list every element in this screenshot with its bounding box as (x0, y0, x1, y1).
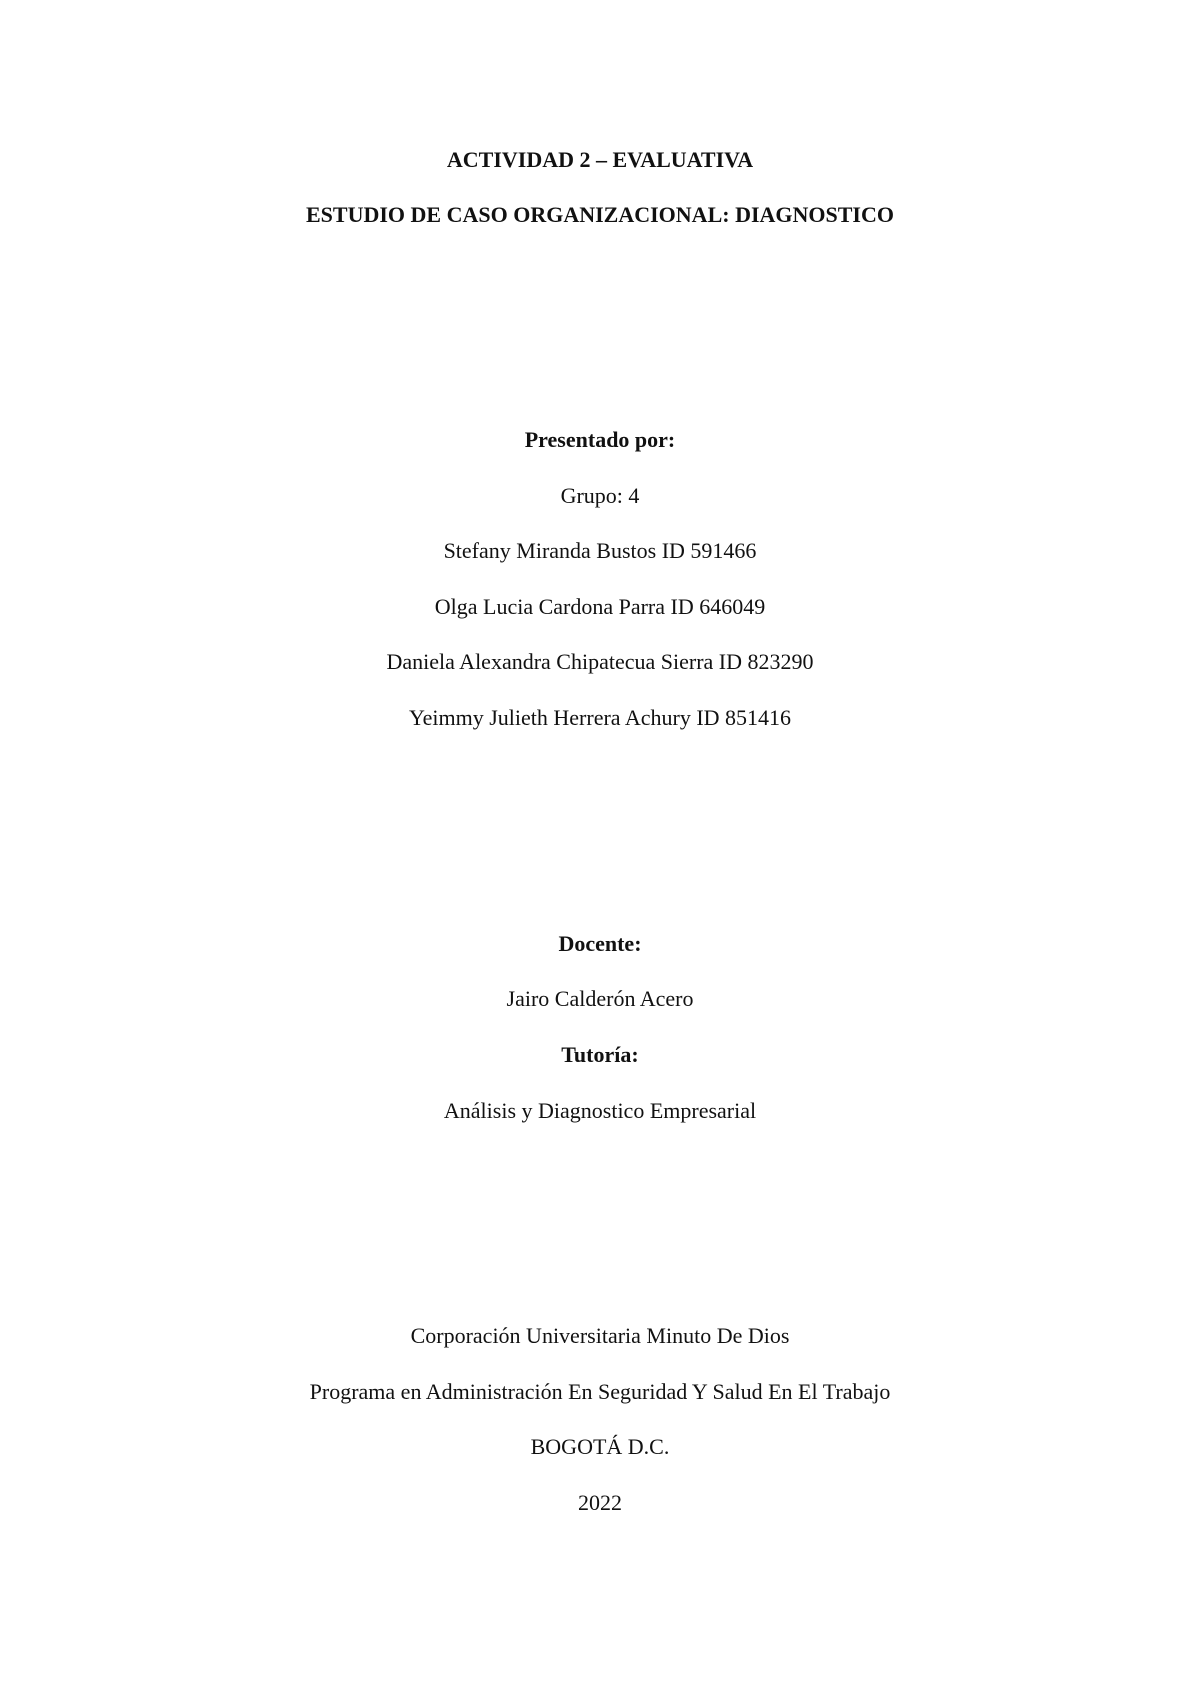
tutoring-name: Análisis y Diagnostico Empresarial (443, 1098, 757, 1123)
institution-name: Corporación Universitaria Minuto De Dios (410, 1323, 790, 1348)
author-name: Daniela Alexandra Chipatecua Sierra ID 823290 (386, 649, 814, 674)
group-number: Grupo: 4 (560, 483, 640, 508)
city-name: BOGOTÁ D.C. (530, 1434, 670, 1459)
document-title: ESTUDIO DE CASO ORGANIZACIONAL: DIAGNOSTICO (306, 202, 894, 227)
author-name: Olga Lucia Cardona Parra ID 646049 (434, 594, 766, 619)
year: 2022 (578, 1490, 622, 1515)
presented-by-label: Presentado por: (524, 427, 676, 452)
teacher-name: Jairo Calderón Acero (506, 986, 694, 1011)
author-name: Stefany Miranda Bustos ID 591466 (443, 538, 757, 563)
program-name: Programa en Administración En Seguridad Y Salud En El Trabajo (309, 1379, 891, 1404)
tutoring-label: Tutoría: (561, 1042, 639, 1067)
author-name: Yeimmy Julieth Herrera Achury ID 851416 (408, 705, 792, 730)
activity-heading: ACTIVIDAD 2 – EVALUATIVA (446, 147, 754, 172)
teacher-label: Docente: (558, 931, 642, 956)
